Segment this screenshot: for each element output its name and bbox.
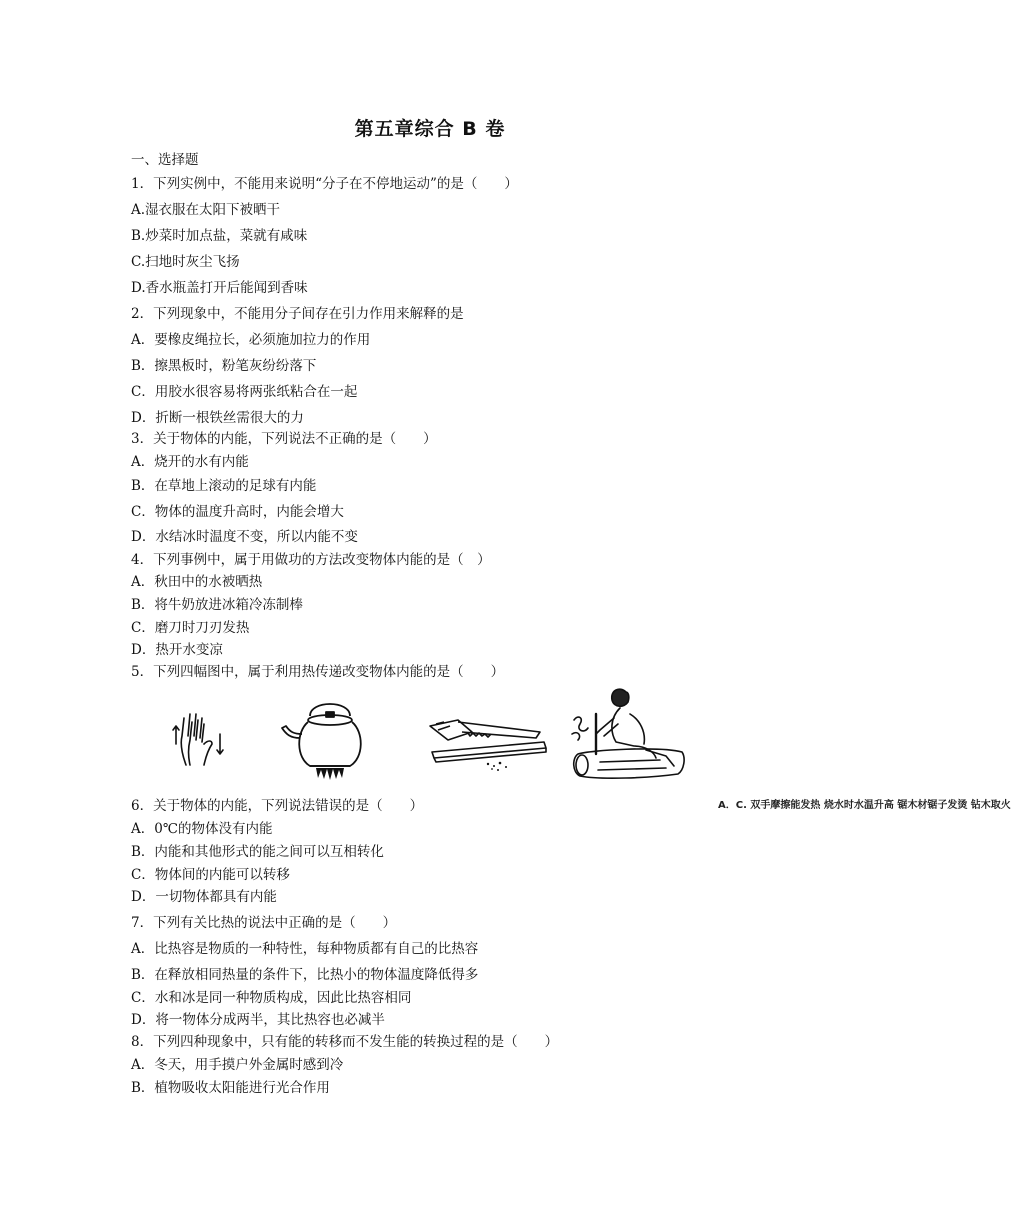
q1-option-b: B.炒菜时加点盐，菜就有咸味: [131, 228, 308, 244]
q4-option-d: D．热开水变凉: [131, 642, 223, 658]
q3-stem: 3．关于物体的内能，下列说法不正确的是（ ）: [131, 431, 437, 447]
kettle-figure: [280, 694, 380, 780]
q2-option-b: B．擦黑板时，粉笔灰纷纷落下: [131, 358, 317, 374]
q6-stem: 6．关于物体的内能，下列说法错误的是（ ）: [131, 798, 424, 814]
q6-option-b: B．内能和其他形式的能之间可以互相转化: [131, 844, 384, 860]
q3-option-c: C．物体的温度升高时，内能会增大: [131, 504, 344, 520]
q7-option-b: B．在释放相同热量的条件下，比热小的物体温度降低得多: [131, 967, 479, 983]
q5-figures: [160, 684, 700, 784]
q4-option-c: C．磨刀时刀刃发热: [131, 620, 250, 636]
q2-option-a: A．要橡皮绳拉长，必须施加拉力的作用: [131, 332, 371, 348]
q8-option-b: B．植物吸收太阳能进行光合作用: [131, 1080, 330, 1096]
rubbing-hands-figure: [168, 710, 228, 770]
q4-option-b: B．将牛奶放进冰箱冷冻制棒: [131, 597, 303, 613]
q8-stem: 8．下列四种现象中，只有能的转移而不发生能的转换过程的是（ ）: [131, 1034, 559, 1050]
q2-option-c: C．用胶水很容易将两张纸粘合在一起: [131, 384, 358, 400]
q6-option-a: A．0℃的物体没有内能: [131, 821, 273, 837]
q6-option-c: C．物体间的内能可以转移: [131, 867, 290, 883]
q5-overlapping-caption: A．C. 双手摩擦能发热 烧水时水温升高 锯木材锯子发烫 钻木取火: [718, 800, 1011, 811]
q6-option-d: D．一切物体都具有内能: [131, 889, 277, 905]
section-heading: 一、选择题: [131, 152, 199, 168]
q7-option-d: D．将一物体分成两半，其比热容也必减半: [131, 1012, 385, 1028]
q7-option-c: C．水和冰是同一种物质构成，因此比热容相同: [131, 990, 412, 1006]
q8-option-a: A．冬天，用手摸户外金属时感到冷: [131, 1057, 344, 1073]
q4-option-a: A．秋田中的水被晒热: [131, 574, 263, 590]
q3-option-a: A．烧开的水有内能: [131, 454, 249, 470]
q7-option-a: A．比热容是物质的一种特性，每种物质都有自己的比热容: [131, 941, 479, 957]
q3-option-b: B．在草地上滚动的足球有内能: [131, 478, 317, 494]
page-title: 第五章综合 B 卷: [354, 118, 506, 140]
q4-stem: 4．下列事例中，属于用做功的方法改变物体内能的是（ ）: [131, 552, 491, 568]
saw-wood-figure: [428, 712, 548, 772]
q7-stem: 7．下列有关比热的说法中正确的是（ ）: [131, 915, 397, 931]
q5-stem: 5．下列四幅图中，属于利用热传递改变物体内能的是（ ）: [131, 664, 505, 680]
q2-stem: 2．下列现象中，不能用分子间存在引力作用来解释的是: [131, 306, 464, 322]
q1-option-a: A.湿衣服在太阳下被晒干: [131, 202, 281, 218]
q1-stem: 1．下列实例中，不能用来说明“分子在不停地运动”的是（ ）: [131, 176, 518, 192]
drill-fire-figure: [570, 684, 688, 784]
q1-option-c: C.扫地时灰尘飞扬: [131, 254, 240, 270]
q2-option-d: D．折断一根铁丝需很大的力: [131, 410, 304, 426]
q1-option-d: D.香水瓶盖打开后能闻到香味: [131, 280, 308, 296]
q3-option-d: D．水结冰时温度不变，所以内能不变: [131, 529, 358, 545]
